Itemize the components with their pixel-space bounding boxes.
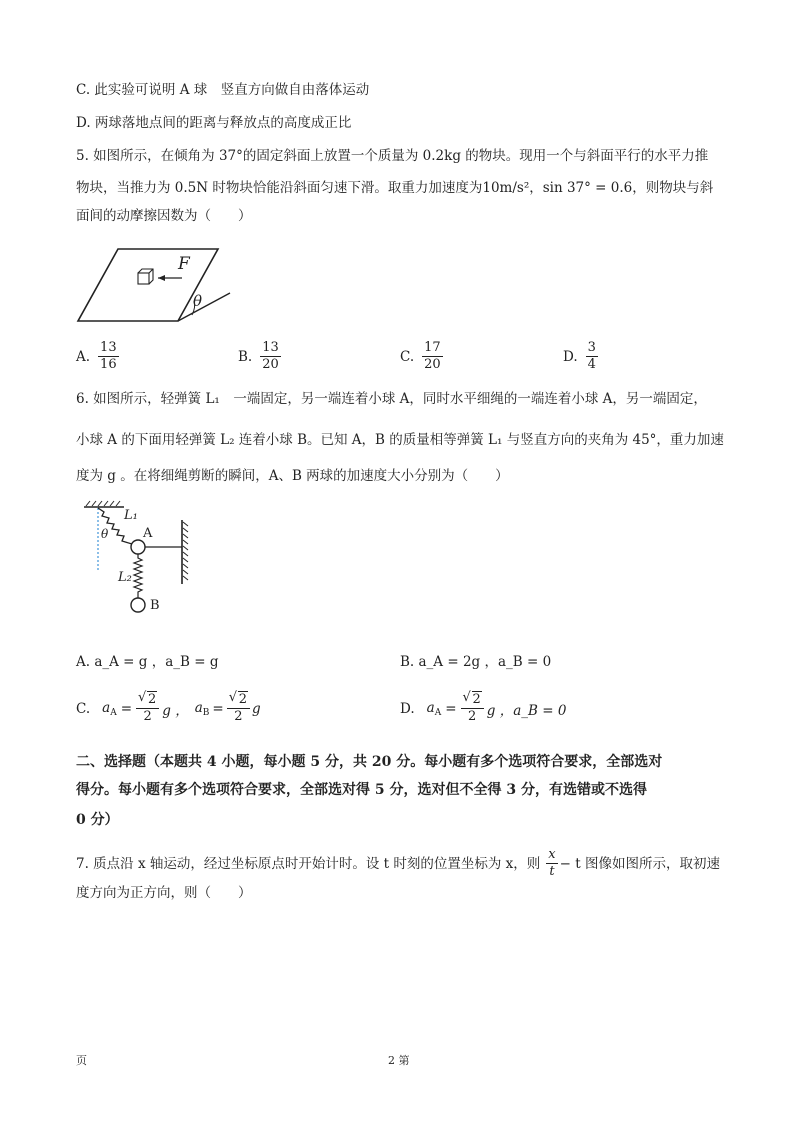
q6-ball-a-label: A — [143, 526, 153, 541]
fraction-denominator: 20 — [262, 357, 279, 372]
sqrt-radicand: 2 — [238, 692, 248, 707]
q5-stem-line3: 面间的动摩擦因数为（ ） — [76, 208, 252, 224]
q5-option-d-label: D. — [563, 348, 578, 365]
q6-theta-label: θ — [101, 527, 109, 541]
q5-option-a-fraction — [98, 340, 119, 373]
q5-option-c — [400, 340, 443, 373]
q7-stem-line2: 度方向为正方向，则（ ） — [76, 885, 252, 901]
q4-option-c: C. 此实验可说明 A 球 竖直方向做自由落体运动 — [76, 82, 370, 98]
footer-left: 页 — [76, 1054, 87, 1067]
q4-option-d: D. 两球落地点间的距离与释放点的高度成正比 — [76, 115, 352, 131]
section2-heading-line1: 二、选择题（本题共 4 小题，每小题 5 分，共 20 分。每小题有多个选项符合要求，全部选对 — [76, 754, 663, 770]
q5-incline-figure — [74, 245, 244, 325]
q5-option-c-fraction — [422, 340, 443, 373]
q5-angle-label: θ — [193, 292, 203, 310]
q6-option-d-tail: g ，a_B = 0 — [486, 702, 567, 719]
sqrt-radicand: 2 — [472, 692, 481, 707]
fraction-denominator: 16 — [100, 357, 117, 372]
fraction-denominator: 2 — [468, 709, 477, 724]
q5-stem-line1: 5. 如图所示，在倾角为 37°的固定斜面上放置一个质量为 0.2kg 的物块。现用一个与斜面平行的水平力推 — [76, 148, 709, 164]
fraction-numerator: 13 — [100, 340, 117, 355]
q5-force-label: F — [178, 254, 190, 274]
q5-option-b — [238, 340, 281, 373]
fraction-numerator: 3 — [587, 340, 596, 355]
q6-spring-l2-label: L₂ — [118, 570, 132, 585]
fraction-numerator: 13 — [262, 340, 279, 355]
q6-spring-l1-label: L₁ — [124, 508, 138, 523]
q6-option-c: C. $a_A$ = √ $\frac{2}{2}$ g ， $a_B$ = √ $\frac{2}{2}$ g — [76, 692, 261, 725]
q6-option-c-label: C. — [76, 700, 91, 717]
footer-page-number: 2 第 — [388, 1054, 410, 1067]
sqrt-radicand: 2 — [148, 692, 157, 707]
q6-spring-figure — [82, 500, 212, 625]
fraction-numerator: x — [548, 847, 556, 862]
fraction-denominator: 4 — [587, 357, 596, 372]
q6-ball-b-label: B — [150, 598, 160, 613]
q7-stem-pre: 7. 质点沿 x 轴运动，经过坐标原点时开始计时。设 t 时刻的位置坐标为 x，则 — [76, 855, 541, 872]
q6-option-c-fraction-a — [136, 692, 159, 725]
q7-fraction — [546, 847, 557, 880]
q6-option-c-fraction-b — [227, 692, 250, 725]
fraction-denominator: 20 — [424, 357, 441, 372]
q6-option-b: B. a_A = 2g ，a_B = 0 — [400, 654, 552, 670]
q7-stem-line1 — [76, 847, 720, 880]
q5-option-b-fraction — [260, 340, 281, 373]
fraction-numerator: 17 — [424, 340, 441, 355]
q6-option-c-tail-a: g ， — [162, 702, 189, 719]
q5-stem-line2: 物块，当推力为 0.5N 时物块恰能沿斜面匀速下滑。取重力加速度为10m/s²，sin 37° = 0.6，则物块与斜 — [76, 180, 714, 196]
q6-stem-line2: 小球 A 的下面用轻弹簧 L₂ 连着小球 B。已知 A，B 的质量相等弹簧 L₁ 与竖直方向的夹角为 45°，重力加速 — [76, 432, 724, 448]
fraction-denominator: t — [549, 864, 555, 879]
q6-option-d-fraction — [461, 692, 484, 725]
q5-option-c-label: C. — [400, 348, 415, 365]
q6-option-d: D. $a_A$ = √ $\frac{2}{2}$ g ，a_B = 0 — [400, 692, 566, 725]
q7-stem-post: − t 图像如图所示，取初速 — [559, 855, 720, 872]
section2-heading-line3: 0 分） — [76, 812, 119, 828]
q6-stem-line1: 6. 如图所示，轻弹簧 L₁ 一端固定，另一端连着小球 A，同时水平细绳的一端连着小球 A，另一端固定， — [76, 391, 707, 407]
q6-option-d-label: D. — [400, 700, 415, 717]
q5-option-a-label: A. — [76, 348, 91, 365]
fraction-denominator: 2 — [234, 709, 243, 724]
section2-heading-line2: 得分。每小题有多个选项符合要求，全部选对得 5 分，选对但不全得 3 分，有选错或不选得 — [76, 782, 647, 798]
q5-option-d — [563, 340, 598, 373]
q6-stem-line3: 度为 g 。在将细绳剪断的瞬间，A、B 两球的加速度大小分别为（ ） — [76, 468, 509, 484]
q5-option-d-fraction — [586, 340, 598, 373]
fraction-denominator: 2 — [143, 709, 152, 724]
q6-option-c-tail-b: g — [252, 700, 261, 717]
q6-option-a: A. a_A = g ，a_B = g — [76, 654, 219, 670]
q5-option-a — [76, 340, 119, 373]
q5-option-b-label: B. — [238, 348, 253, 365]
